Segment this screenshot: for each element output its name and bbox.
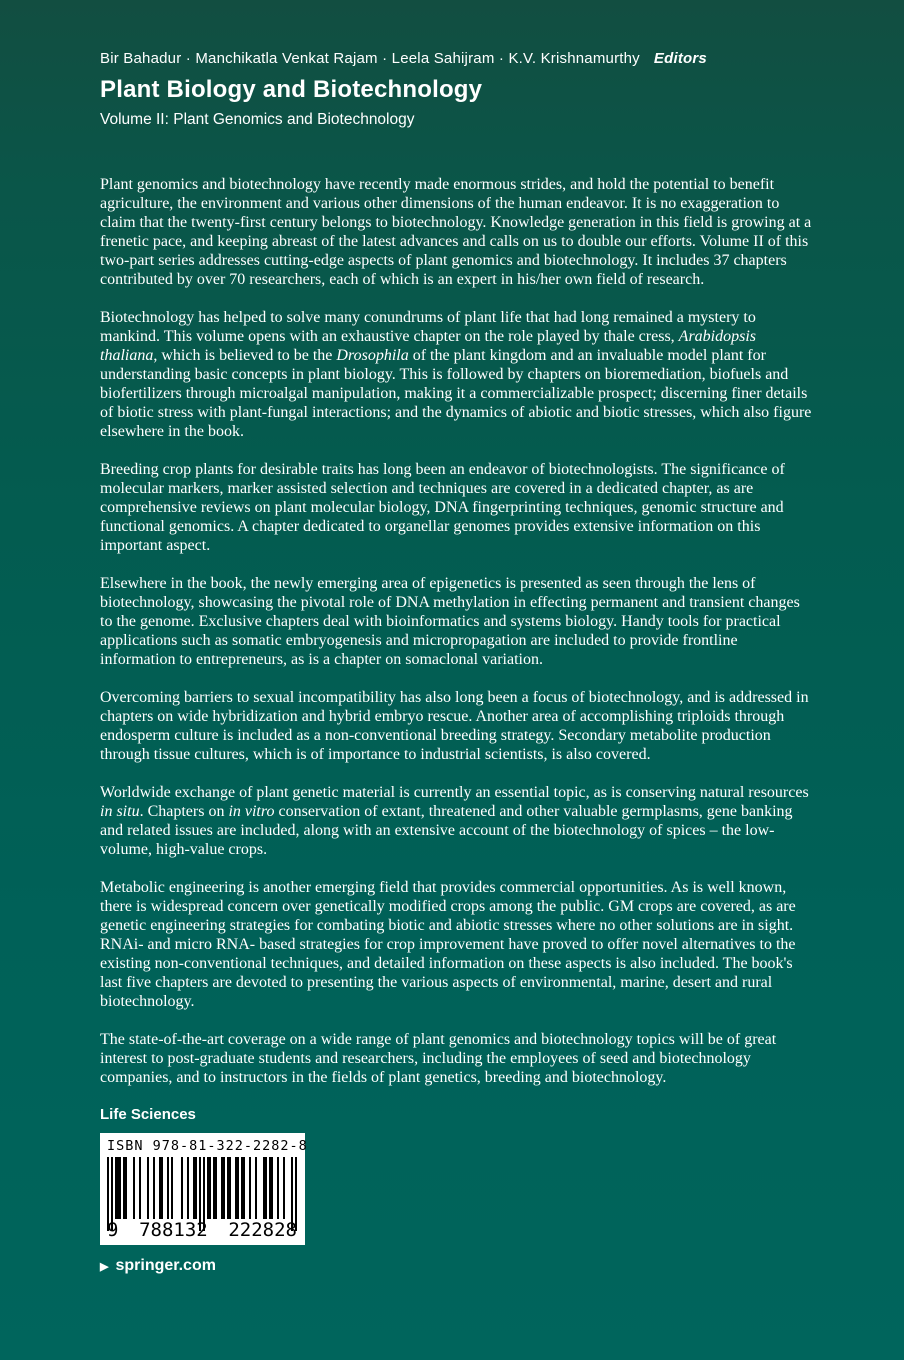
isbn-label: ISBN 978-81-322-2282-8 [107,1138,308,1154]
body-paragraph: Biotechnology has helped to solve many conundrums of plant life that had long remained a mystery to mankind. This volume opens with an exhaustive chapter on the role played by thale cress, Arabidopsis thaliana, which is believed to be the Drosophila of the plant kingdom and an invaluable model plant for understanding basic concepts in plant biology. This is followed by chapters on bioremediation, biofuels and biofertilizers through microalgal manipulation, making it a commercializable prospect; discerning finer details of biotic stress with plant-fungal interactions; and the dynamics of abiotic and biotic stresses, which also figure elsewhere in the book. [100,309,812,440]
book-title: Plant Biology and Biotechnology [100,76,483,103]
book-subtitle: Volume II: Plant Genomics and Biotechnology [100,111,415,128]
barcode-digit-group: 788132 [139,1219,208,1241]
publisher-url: springer.com [115,1257,216,1274]
barcode-digits [107,1220,297,1240]
body-paragraph: Metabolic engineering is another emerging field that provides commercial opportunities. As is well known, there is widespread concern over genetically modified crops among the public. GM crops are covered, as are genetic engineering strategies for combating biotic and abiotic stresses where no other solutions are in sight. RNAi- and micro RNA- based strategies for crop improvement have proved to offer novel alternatives to the existing non-conventional techniques, and detailed information on these aspects is also included. The book's last five chapters are devoted to presenting the various aspects of environmental, marine, desert and rural biotechnology. [100,879,796,1010]
body-paragraph: Plant genomics and biotechnology have recently made enormous strides, and hold the potential to benefit agriculture, the environment and various other dimensions of the human endeavor. It is no exaggeration to claim that the twenty-first century belongs to biotechnology. Knowledge generation in this field is growing at a frenetic pace, and keeping abreast of the latest advances and calls on us to double our efforts. Volume II of this two-part series addresses cutting-edge aspects of plant genomics and biotechnology. It includes 37 chapters contributed by over 70 researchers, each of which is an expert in his/her own field of research. [100,176,812,288]
body-paragraph: Worldwide exchange of plant genetic material is currently an essential topic, as is conserving natural resources in situ. Chapters on in vitro conservation of extant, threatened and other valuable germplasms, gene banking and related issues are included, along with an extensive account of the biotechnology of spices – the low-volume, high-value crops. [100,784,809,858]
isbn-box [100,1133,308,1245]
publisher-row [100,1257,812,1275]
body-text [100,175,812,1087]
body-paragraph: Breeding crop plants for desirable traits has long been an endeavor of biotechnologists. The significance of molecular markers, marker assisted selection and techniques are covered in a dedicated chapter, as are comprehensive reviews on plant molecular biology, DNA fingerprinting techniques, genomic structure and functional genomics. A chapter dedicated to organellar genomes provides extensive information on this important aspect. [100,461,785,554]
arrow-right-icon: ▶ [100,1261,109,1273]
body-paragraph: The state-of-the-art coverage on a wide range of plant genomics and biotechnology topics will be of great interest to post-graduate students and researchers, including the employees of seed and biotechnology companies, and to instructors in the fields of plant genetics, breeding and biotechnology. [100,1031,777,1086]
barcode-digit-group: 222828 [228,1219,297,1241]
barcode-digit-group: 9 [107,1219,119,1241]
body-paragraph: Elsewhere in the book, the newly emerging area of epigenetics is presented as seen through the lens of biotechnology, showcasing the pivotal role of DNA methylation in effecting permanent and transient changes to the genome. Exclusive chapters deal with bioinformatics and systems biology. Handy tools for practical applications such as somatic embryogenesis and micropropagation are included to provide frontline information to entrepreneurs, as is a chapter on somaclonal variation. [100,575,800,668]
editors-names: Bir Bahadur · Manchikatla Venkat Rajam · Leela Sahijram · K.V. Krishnamurthy [100,50,640,67]
barcode [107,1157,298,1241]
editors-line [100,50,812,67]
editors-label: Editors [653,50,707,67]
body-paragraph: Overcoming barriers to sexual incompatibility has also long been a focus of biotechnology, and is addressed in chapters on wide hybridization and hybrid embryo rescue. Another area of accomplishing triploids through endosperm culture is included as a non-conventional breeding strategy. Secondary metabolite production through tissue cultures, which is of importance to industrial scientists, is also covered. [100,689,809,763]
category-label: Life Sciences [100,1106,196,1123]
